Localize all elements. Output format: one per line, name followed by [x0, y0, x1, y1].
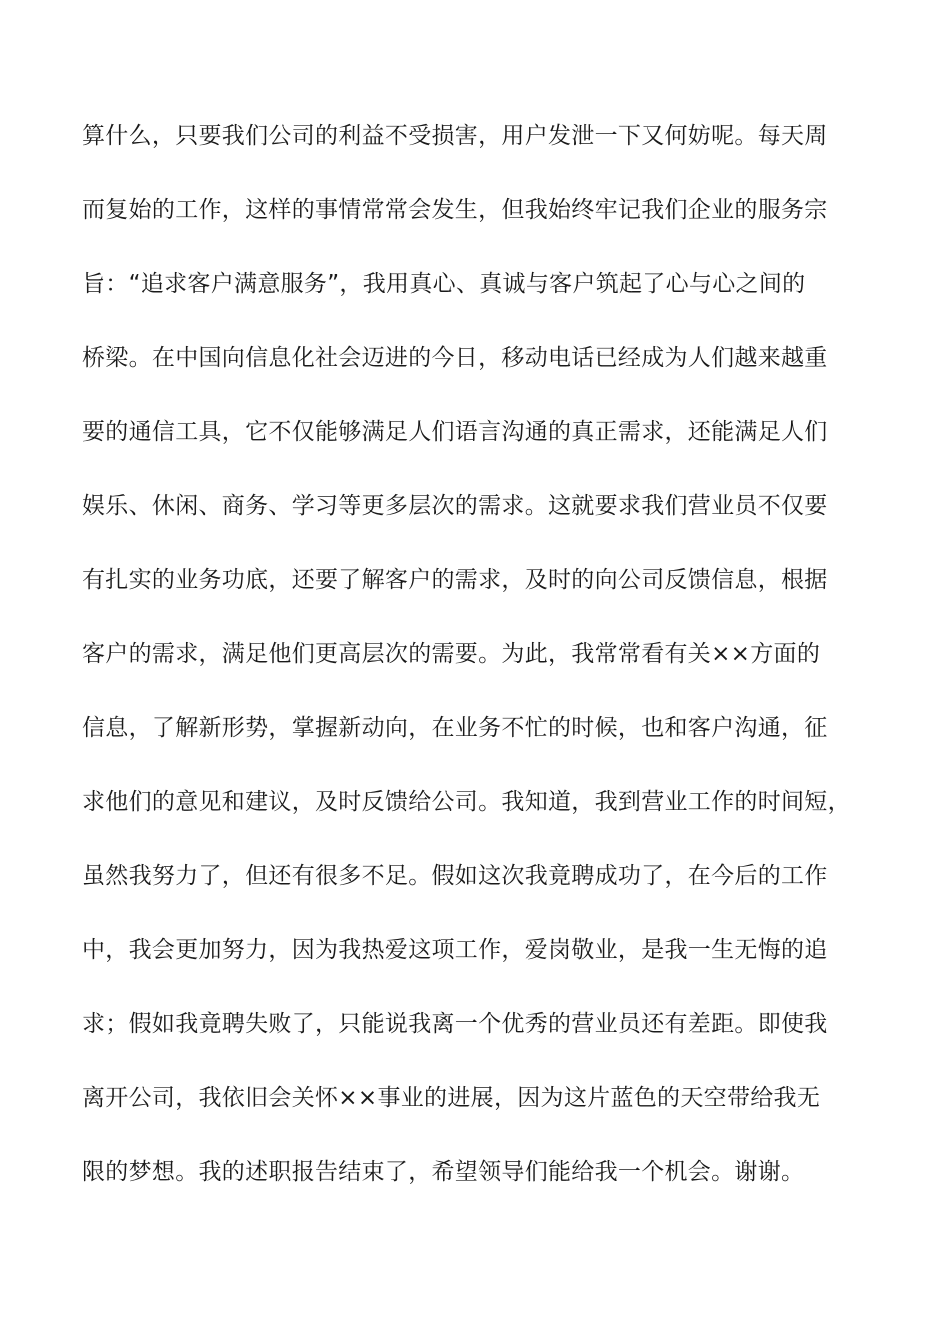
text-line: 限的梦想。我的述职报告结束了，希望领导们能给我一个机会。谢谢。 [82, 1159, 805, 1185]
text-line: 信息，了解新形势，掌握新动向，在业务不忙的时候，也和客户沟通，征 [82, 715, 828, 741]
document-body [82, 117, 882, 1227]
text-line: 娱乐、休闲、商务、学习等更多层次的需求。这就要求我们营业员不仅要 [82, 493, 828, 519]
text-line: 而复始的工作，这样的事情常常会发生，但我始终牢记我们企业的服务宗 [82, 197, 828, 223]
text-line: 有扎实的业务功底，还要了解客户的需求，及时的向公司反馈信息，根据 [82, 567, 828, 593]
text-line: 要的通信工具，它不仅能够满足人们语言沟通的真正需求，还能满足人们 [82, 419, 828, 445]
text-line: 求；假如我竟聘失败了，只能说我离一个优秀的营业员还有差距。即使我 [82, 1011, 828, 1037]
text-line: 离开公司，我依旧会关怀××事业的进展，因为这片蓝色的天空带给我无 [82, 1085, 821, 1111]
text-line: 客户的需求，满足他们更高层次的需要。为此，我常常看有关××方面的 [82, 641, 821, 667]
text-line: 旨：“追求客户满意服务”，我用真心、真诚与客户筑起了心与心之间的 [82, 271, 806, 297]
text-line: 算什么，只要我们公司的利益不受损害，用户发泄一下又何妨呢。每天周 [82, 123, 828, 149]
text-line: 虽然我努力了，但还有很多不足。假如这次我竟聘成功了，在今后的工作 [82, 863, 828, 889]
text-line: 桥梁。在中国向信息化社会迈进的今日，移动电话已经成为人们越来越重 [82, 345, 828, 371]
text-line: 中，我会更加努力，因为我热爱这项工作，爱岗敬业，是我一生无悔的追 [82, 937, 828, 963]
text-line: 求他们的意见和建议，及时反馈给公司。我知道，我到营业工作的时间短， [82, 789, 851, 815]
